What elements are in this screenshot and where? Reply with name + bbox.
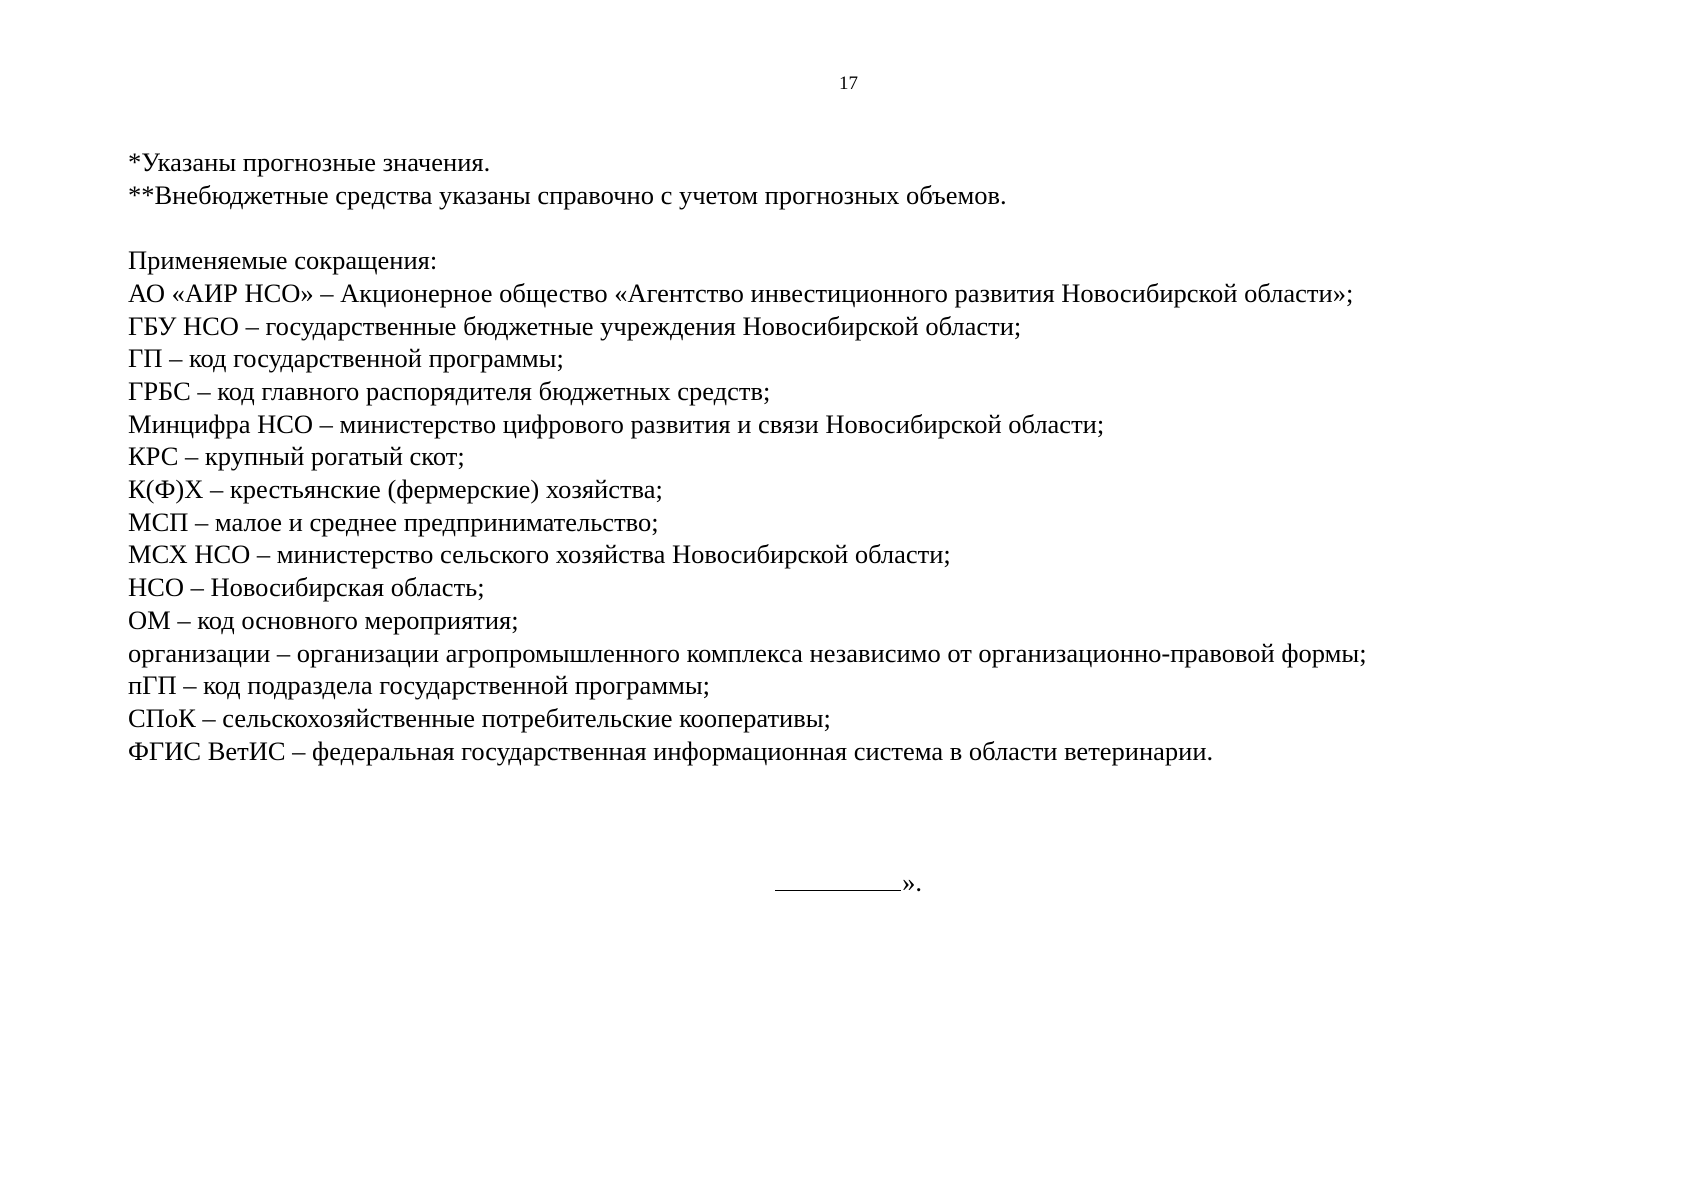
abbreviation-item: ОМ – код основного мероприятия; [128,604,519,635]
abbreviations-heading: Применяемые сокращения: [128,245,438,276]
abbreviation-item: МСХ НСО – министерство сельского хозяйства Новосибирской области; [128,539,951,570]
abbreviation-item: ГБУ НСО – государственные бюджетные учреждения Новосибирской области; [128,310,1022,341]
abbreviation-item: организации – организации агропромышленного комплекса независимо от организационно-правовой формы; [128,637,1367,668]
abbreviations-list [128,277,1608,768]
document-body [128,146,1608,767]
abbreviation-item: ФГИС ВетИС – федеральная государственная информационная система в области ветеринарии. [128,735,1214,766]
abbreviation-item: пГП – код подраздела государственной программы; [128,670,711,701]
page-number: 17 [839,73,858,94]
abbreviation-item: МСП – малое и среднее предпринимательство; [128,506,659,537]
closing-quote: ». [902,867,922,897]
footnote-forecast: *Указаны прогнозные значения. [128,147,491,177]
footnote-offbudget: **Внебюджетные средства указаны справочно с учетом прогнозных объемов. [128,179,1007,210]
closing-line [775,866,922,898]
abbreviation-item: К(Ф)Х – крестьянские (фермерские) хозяйства; [128,474,663,505]
abbreviation-item: АО «АИР НСО» – Акционерное общество «Агентство инвестиционного развития Новосибирской области»; [128,277,1354,308]
abbreviation-item: КРС – крупный рогатый скот; [128,441,465,472]
abbreviation-item: ГРБС – код главного распорядителя бюджетных средств; [128,375,771,406]
paragraph-spacer [128,211,1608,244]
abbreviation-item: Минцифра НСО – министерство цифрового развития и связи Новосибирской области; [128,408,1105,439]
closing-mark [0,866,1697,898]
abbreviation-item: СПоК – сельскохозяйственные потребительские кооперативы; [128,702,831,733]
closing-underline [775,868,901,891]
abbreviation-item: НСО – Новосибирская область; [128,572,485,603]
abbreviation-item: ГП – код государственной программы; [128,343,564,374]
